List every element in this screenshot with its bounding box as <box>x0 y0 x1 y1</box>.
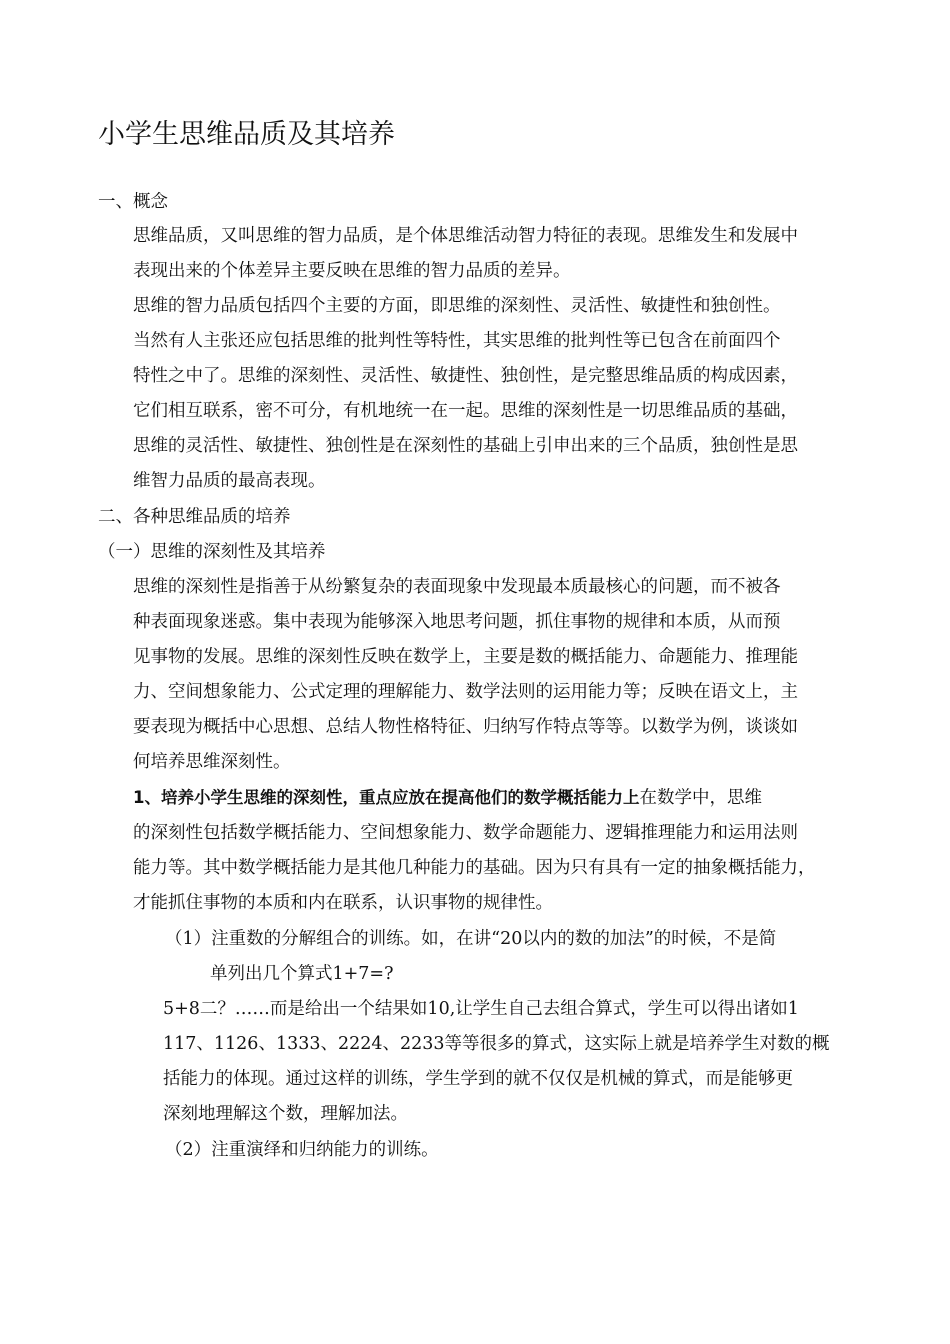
paragraph-line: 思维品质，又叫思维的智力品质，是个体思维活动智力特征的表现。思维发生和发展中 <box>133 226 798 246</box>
section-heading-cultivation: 二、各种思维品质的培养 <box>98 507 291 527</box>
paragraph-line: 要表现为概括中心思想、总结人物性格特征、归纳写作特点等等。以数学为例，谈谈如 <box>133 717 798 737</box>
item-1-line: 117、1126、1333、2224、2233等等很多的算式，这实际上就是培养学生对数的概 <box>163 1034 830 1054</box>
item-1-line: 单列出几个算式1+7=? <box>210 964 394 984</box>
item-1-line: 深刻地理解这个数，理解加法。 <box>163 1104 408 1124</box>
paragraph-line: 当然有人主张还应包括思维的批判性等特性，其实思维的批判性等已包含在前面四个 <box>133 331 781 351</box>
point-heading-continuation: 在数学中，思维 <box>639 788 762 808</box>
item-2-line: （2）注重演绎和归纳能力的训练。 <box>165 1140 439 1160</box>
point-heading-line <box>133 786 762 810</box>
paragraph-line: 思维的智力品质包括四个主要的方面，即思维的深刻性、灵活性、敏捷性和独创性。 <box>133 296 781 316</box>
paragraph-line: 思维的灵活性、敏捷性、独创性是在深刻性的基础上引申出来的三个品质，独创性是思 <box>133 436 798 456</box>
paragraph-line: 表现出来的个体差异主要反映在思维的智力品质的差异。 <box>133 261 571 281</box>
paragraph-line: 才能抓住事物的本质和内在联系，认识事物的规律性。 <box>133 893 553 913</box>
paragraph-line: 思维的深刻性是指善于从纷繁复杂的表面现象中发现最本质最核心的问题，而不被各 <box>133 577 781 597</box>
paragraph-line: 它们相互联系，密不可分，有机地统一在一起。思维的深刻性是一切思维品质的基础， <box>133 401 798 421</box>
item-1-line: （1）注重数的分解组合的训练。如，在讲“20以内的数的加法”的时候，不是简 <box>165 929 777 949</box>
section-heading-concept: 一、概念 <box>98 192 168 212</box>
paragraph-line: 种表面现象迷惑。集中表现为能够深入地思考问题，抓住事物的规律和本质，从而预 <box>133 612 781 632</box>
paragraph-line: 特性之中了。思维的深刻性、灵活性、敏捷性、独创性，是完整思维品质的构成因素， <box>133 366 798 386</box>
paragraph-line: 维智力品质的最高表现。 <box>133 471 326 491</box>
paragraph-line: 力、空间想象能力、公式定理的理解能力、数学法则的运用能力等；反映在语文上，主 <box>133 682 798 702</box>
document-title: 小学生思维品质及其培养 <box>98 119 395 150</box>
bold-point-heading: 1、培养小学生思维的深刻性，重点应放在提高他们的数学概括能力上 <box>133 788 640 807</box>
paragraph-line: 的深刻性包括数学概括能力、空间想象能力、数学命题能力、逻辑推理能力和运用法则 <box>133 823 798 843</box>
item-1-line: 括能力的体现。通过这样的训练，学生学到的就不仅仅是机械的算式，而是能够更 <box>163 1069 793 1089</box>
paragraph-line: 能力等。其中数学概括能力是其他几种能力的基础。因为只有具有一定的抽象概括能力， <box>133 858 816 878</box>
paragraph-line: 见事物的发展。思维的深刻性反映在数学上，主要是数的概括能力、命题能力、推理能 <box>133 647 798 667</box>
paragraph-line: 何培养思维深刻性。 <box>133 752 291 772</box>
subsection-heading-depth: （一）思维的深刻性及其培养 <box>98 542 326 562</box>
item-1-line: 5+8二？……而是给出一个结果如10,让学生自己去组合算式，学生可以得出诸如1 <box>163 999 799 1019</box>
